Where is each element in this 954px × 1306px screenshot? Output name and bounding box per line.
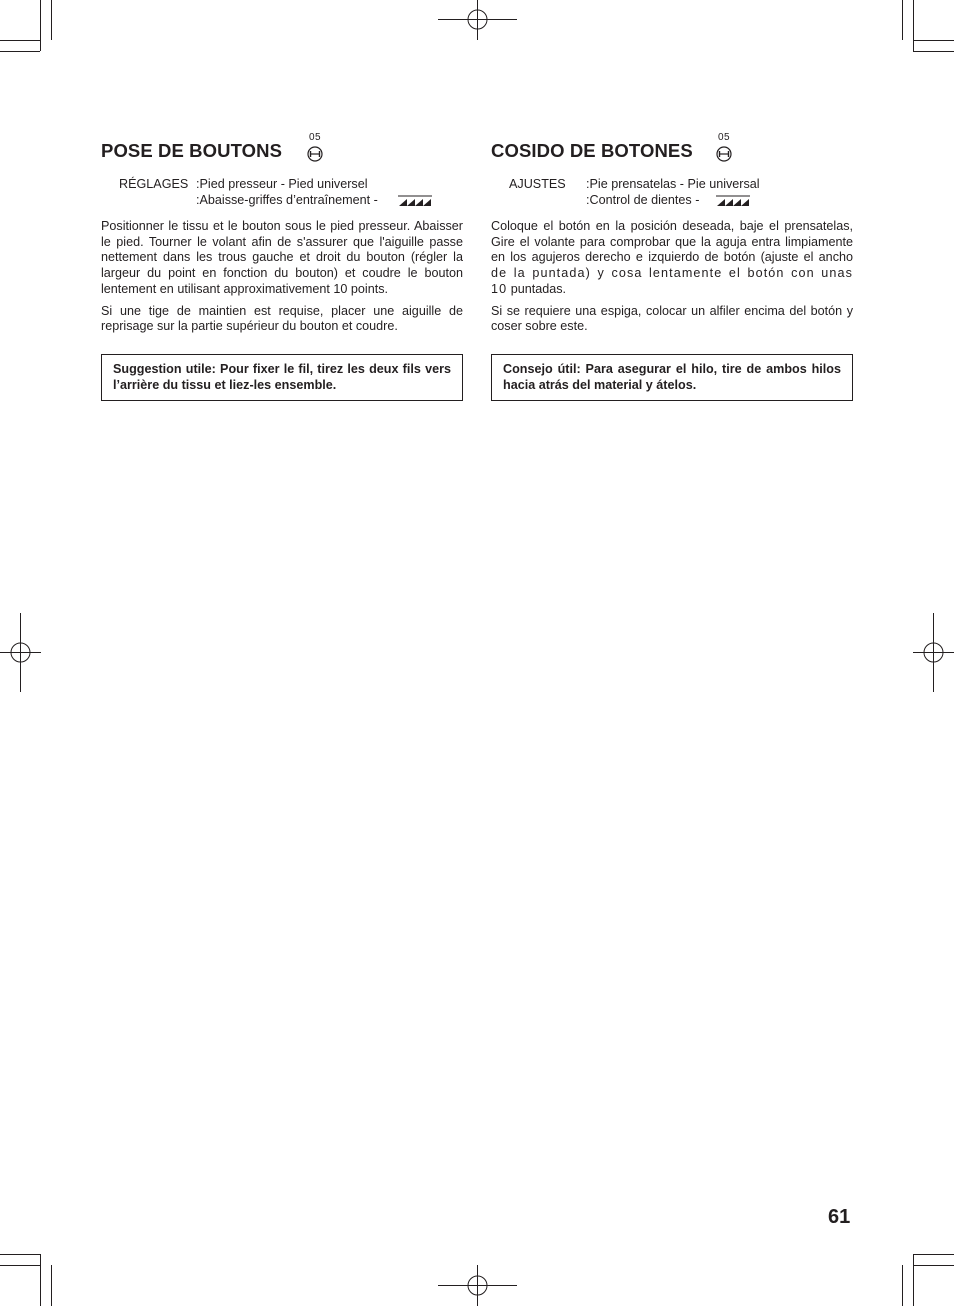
spanish-section xyxy=(491,133,853,401)
setting-presser-foot: :Pie prensatelas - Pie universal xyxy=(586,177,760,191)
settings-label: RÉGLAGES xyxy=(119,177,189,191)
pattern-number: 05 xyxy=(717,132,731,143)
shank-paragraph: Si se requiere una espiga, colocar un alfiler encima del botón y coser sobre este. xyxy=(491,303,853,334)
instructions-paragraph xyxy=(491,219,853,298)
pattern-indicator xyxy=(714,133,734,162)
instructions-line-a: Coloque el botón en la posición deseada, baje el prensatelas, Gire el volante para comprobar que la aguja entra limpiamente en los agujeros derecho e izquierdo de botón (ajuste el ancho xyxy=(491,219,853,265)
feed-dogs-lowered-icon xyxy=(398,195,432,207)
useful-tip-box: Consejo útil: Para asegurar el hilo, tire de ambos hilos hacia atrás del material y átelos. xyxy=(491,354,853,401)
button-sewing-stitch-icon xyxy=(306,146,324,162)
instructions-line-b: de la puntada) y cosa lentamente el botón con unas 10 xyxy=(491,266,853,296)
settings-block xyxy=(101,177,463,209)
pattern-number: 05 xyxy=(308,132,322,143)
setting-feed-dogs: :Abaisse-griffes d’entraînement - xyxy=(196,192,378,207)
useful-tip-box: Suggestion utile: Pour fixer le fil, tirez les deux fils vers l’arrière du tissu et liez-les ensemble. xyxy=(101,354,463,401)
feed-dogs-lowered-icon xyxy=(716,195,750,207)
button-sewing-stitch-icon xyxy=(715,146,733,162)
french-section xyxy=(101,133,463,401)
setting-presser-foot: :Pied presseur - Pied universel xyxy=(196,177,368,191)
section-title: COSIDO DE BOTONES xyxy=(491,140,693,161)
pattern-indicator xyxy=(305,133,325,162)
shank-paragraph: Si une tige de maintien est requise, placer une aiguille de reprisage sur la partie supérieur du bouton et coudre. xyxy=(101,303,463,334)
instructions-line-c: puntadas. xyxy=(510,281,567,296)
section-title: POSE DE BOUTONS xyxy=(101,140,283,161)
instructions-paragraph: Positionner le tissu et le bouton sous le pied presseur. Abaisser le pied. Tourner le volant afin de s'assurer que l'aiguille passe nettement dans les trous gauche et droit du bouton (régler la largeur du point en fonction du bouton) et coudre le bouton lentement en utilisant approximativement 10 points. xyxy=(101,219,463,296)
settings-label: AJUSTES xyxy=(509,177,566,191)
page-number: 61 xyxy=(828,1206,851,1228)
setting-feed-dogs: :Control de dientes - xyxy=(586,192,700,207)
settings-block xyxy=(491,177,853,209)
